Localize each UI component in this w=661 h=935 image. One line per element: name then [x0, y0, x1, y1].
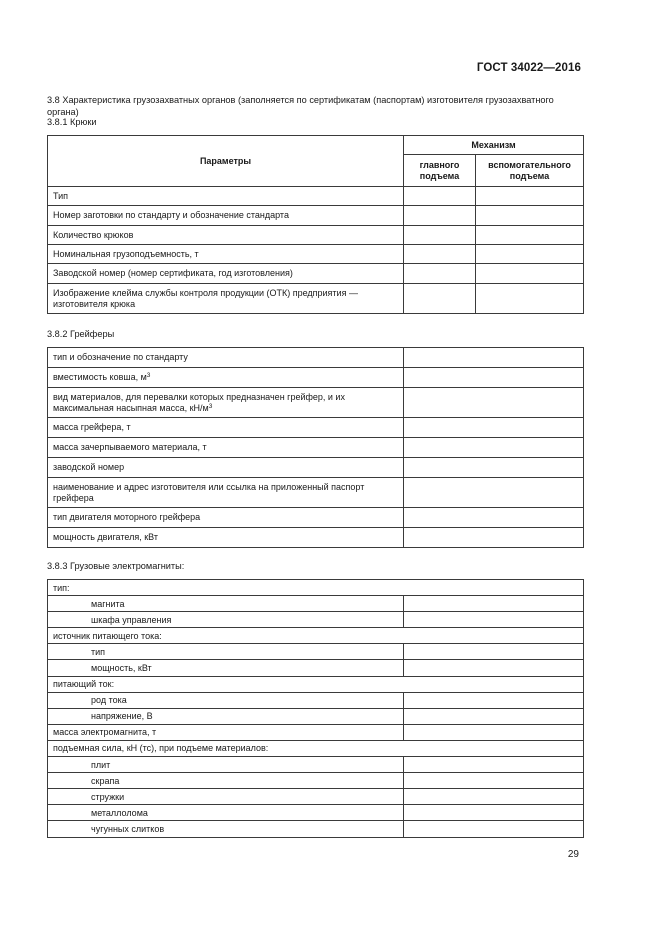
value-cell[interactable]	[404, 757, 584, 773]
table-row	[48, 348, 584, 368]
group-label: тип:	[48, 580, 584, 596]
parameter-label	[48, 528, 404, 548]
group-label: питающий ток:	[48, 676, 584, 692]
value-cell[interactable]	[404, 478, 584, 508]
col-header-main-lift: главного подъема	[404, 155, 476, 187]
parameter-text: масса зачерпываемого материала, т	[53, 442, 207, 453]
col-header-mechanism: Механизм	[404, 136, 584, 155]
aux-lift-cell[interactable]	[476, 284, 584, 314]
document-code: ГОСТ 34022—2016	[476, 62, 581, 74]
parameter-label	[48, 438, 404, 458]
value-cell[interactable]	[404, 612, 584, 628]
table-row	[48, 708, 584, 724]
table-row	[48, 724, 584, 740]
table-row	[48, 368, 584, 388]
table-row	[48, 206, 584, 226]
parameter-label	[48, 458, 404, 478]
parameter-label	[48, 478, 404, 508]
magnet-table	[47, 579, 584, 838]
section-3-8-1-title: 3.8.1 Крюки	[47, 117, 97, 127]
main-lift-cell[interactable]	[404, 284, 476, 314]
aux-lift-cell[interactable]	[476, 245, 584, 264]
parameter-label: мощность, кВт	[48, 660, 404, 676]
table-row	[48, 388, 584, 418]
table-row	[48, 676, 584, 692]
group-label: источник питающего тока:	[48, 628, 584, 644]
section-3-8-2-title: 3.8.2 Грейферы	[47, 329, 115, 339]
value-cell[interactable]	[404, 773, 584, 789]
value-cell[interactable]	[404, 528, 584, 548]
parameter-label	[48, 418, 404, 438]
table-row	[48, 458, 584, 478]
parameter-label	[48, 368, 404, 388]
value-cell[interactable]	[404, 644, 584, 660]
table-row	[48, 245, 584, 264]
parameter-label: скрапа	[48, 773, 404, 789]
parameter-label	[48, 388, 404, 418]
parameter-text: мощность двигателя, кВт	[53, 532, 158, 543]
parameter-label: магнита	[48, 596, 404, 612]
parameter-label: Номинальная грузоподъемность, т	[48, 245, 404, 264]
parameter-text: вместимость ковша, м	[53, 372, 147, 383]
table-row	[48, 438, 584, 458]
parameter-text: наименование и адрес изготовителя или ссылка на приложенный паспорт грейфера	[53, 482, 365, 503]
table-row	[48, 757, 584, 773]
value-cell[interactable]	[404, 508, 584, 528]
value-cell[interactable]	[404, 692, 584, 708]
value-cell[interactable]	[404, 458, 584, 478]
value-cell[interactable]	[404, 596, 584, 612]
parameter-text: тип и обозначение по стандарту	[53, 352, 188, 363]
value-cell[interactable]	[404, 789, 584, 805]
value-cell[interactable]	[404, 418, 584, 438]
col-header-params: Параметры	[48, 136, 404, 187]
parameter-label: Заводской номер (номер сертификата, год изготовления)	[48, 264, 404, 284]
value-cell[interactable]	[404, 388, 584, 418]
parameter-label	[48, 508, 404, 528]
col-header-aux-lift: вспомогательного подъема	[476, 155, 584, 187]
section-3-8-text: 3.8 Характеристика грузозахватных органов (заполняется по сертификатам (паспортам) изготовителя грузозахватного органа)	[47, 95, 554, 117]
table-row	[48, 692, 584, 708]
parameter-text: вид материалов, для перевалки которых предназначен грейфер, и их максимальная насыпная масса, кН/м	[53, 392, 345, 413]
value-cell[interactable]	[404, 821, 584, 837]
table-row	[48, 418, 584, 438]
page-number: 29	[567, 849, 579, 860]
parameter-label: Изображение клейма службы контроля продукции (ОТК) предприятия — изготовителя крюка	[48, 284, 404, 314]
table-row	[48, 187, 584, 206]
aux-lift-cell[interactable]	[476, 187, 584, 206]
parameter-label: чугунных слитков	[48, 821, 404, 837]
value-cell[interactable]	[404, 805, 584, 821]
group-label: подъемная сила, кН (тс), при подъеме материалов:	[48, 740, 584, 756]
table-row	[48, 264, 584, 284]
table-row	[48, 660, 584, 676]
table-row	[48, 596, 584, 612]
aux-lift-cell[interactable]	[476, 226, 584, 245]
parameter-label: Количество крюков	[48, 226, 404, 245]
parameter-label: Тип	[48, 187, 404, 206]
table-row	[48, 628, 584, 644]
main-lift-cell[interactable]	[404, 187, 476, 206]
parameter-text: масса грейфера, т	[53, 422, 131, 433]
table-row	[48, 528, 584, 548]
parameter-label: род тока	[48, 692, 404, 708]
unit-superscript: 3	[208, 402, 213, 410]
value-cell[interactable]	[404, 348, 584, 368]
main-lift-cell[interactable]	[404, 226, 476, 245]
parameter-label: металлолома	[48, 805, 404, 821]
parameter-label: напряжение, В	[48, 708, 404, 724]
parameter-label: масса электромагнита, т	[48, 724, 404, 740]
parameter-label: плит	[48, 757, 404, 773]
table-row	[48, 644, 584, 660]
table-row	[48, 226, 584, 245]
parameter-label: шкафа управления	[48, 612, 404, 628]
parameter-label: Номер заготовки по стандарту и обозначение стандарта	[48, 206, 404, 226]
aux-lift-cell[interactable]	[476, 206, 584, 226]
parameter-text: заводской номер	[53, 462, 125, 473]
unit-superscript: 3	[146, 372, 151, 380]
table-row	[48, 612, 584, 628]
grab-table	[47, 347, 584, 548]
value-cell[interactable]	[404, 724, 584, 740]
value-cell[interactable]	[404, 438, 584, 458]
table-row	[48, 284, 584, 314]
parameter-label: тип	[48, 644, 404, 660]
table-row	[48, 805, 584, 821]
table-row	[48, 740, 584, 756]
table-row	[48, 773, 584, 789]
table-row	[48, 821, 584, 837]
main-lift-cell[interactable]	[404, 206, 476, 226]
main-lift-cell[interactable]	[404, 245, 476, 264]
table-row	[48, 580, 584, 596]
table-row	[48, 478, 584, 508]
value-cell[interactable]	[404, 708, 584, 724]
parameter-label	[48, 348, 404, 368]
hooks-table	[47, 135, 584, 314]
value-cell[interactable]	[404, 660, 584, 676]
section-3-8-3-title: 3.8.3 Грузовые электромагниты:	[47, 561, 185, 571]
main-lift-cell[interactable]	[404, 264, 476, 284]
table-row	[48, 508, 584, 528]
value-cell[interactable]	[404, 368, 584, 388]
aux-lift-cell[interactable]	[476, 264, 584, 284]
table-row	[48, 789, 584, 805]
parameter-label: стружки	[48, 789, 404, 805]
parameter-text: тип двигателя моторного грейфера	[53, 512, 201, 523]
